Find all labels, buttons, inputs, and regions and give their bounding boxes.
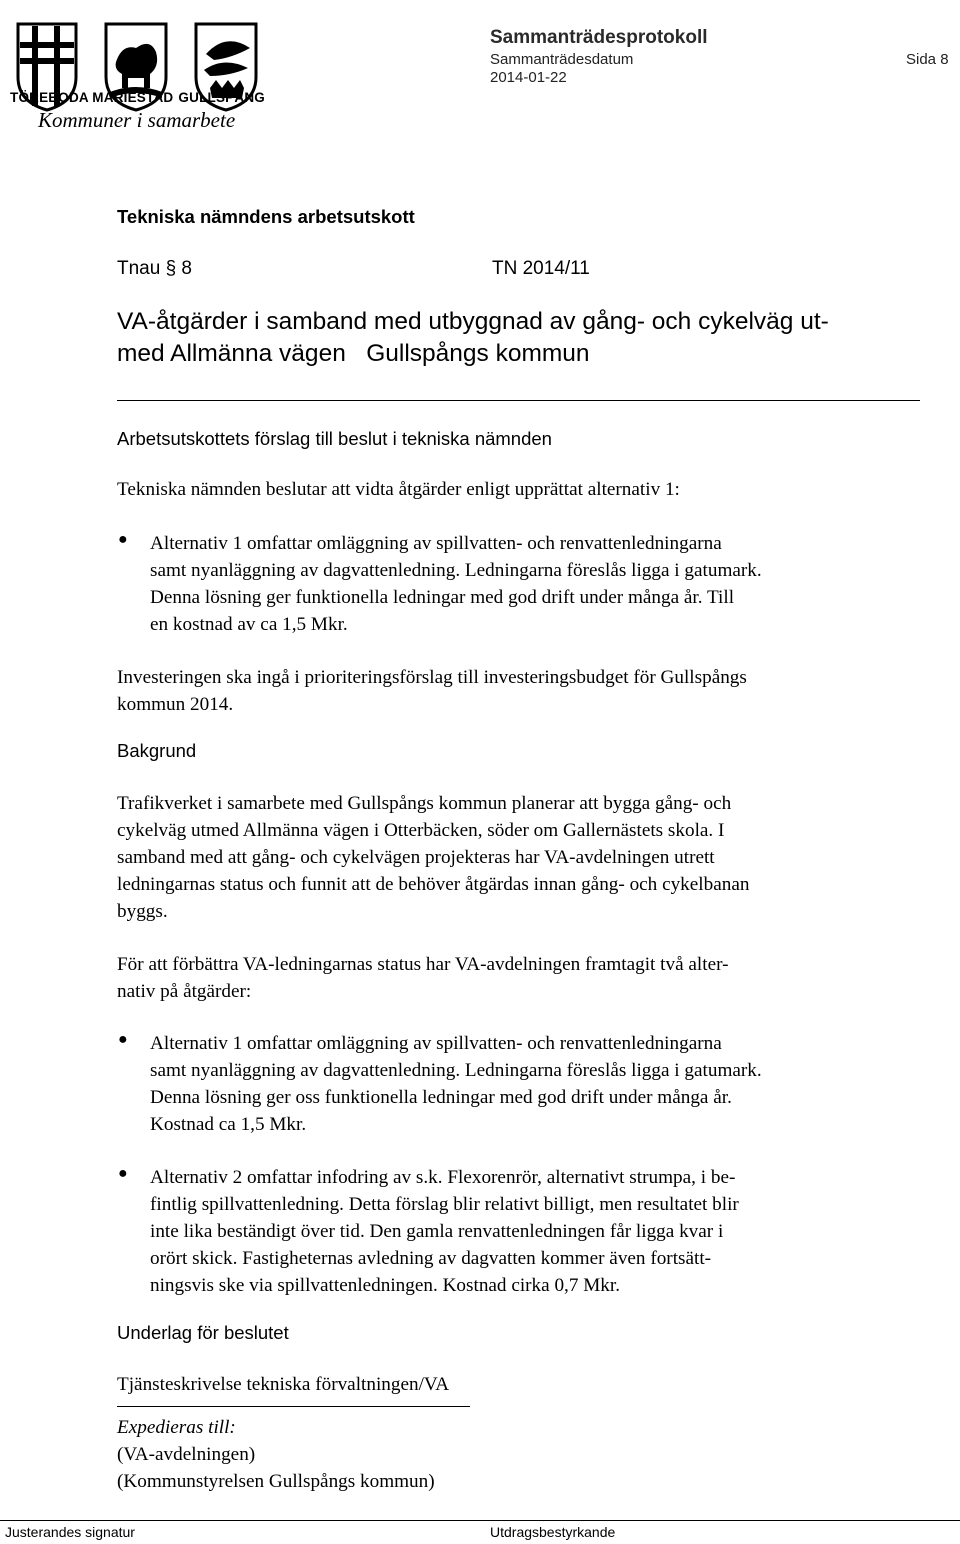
text-line: Denna lösning ger oss funktionella ledningar med god drift under många år. [150,1087,732,1108]
text-line: ningsvis ske via spillvattenledningen. Kostnad cirka 0,7 Mkr. [150,1275,621,1296]
document-title [117,306,917,370]
paragraph-reference: Tnau § 8 [117,258,192,279]
alternative-1-bullet [150,1030,865,1138]
text-line: Alternativ 1 omfattar omläggning av spillvatten- och renvattenledningarna [150,533,722,554]
title-line: VA-åtgärder i samband med utbyggnad av gång- och cykelväg ut- [117,308,829,335]
improvement-paragraph [117,951,877,1005]
bullet-icon: ● [118,1165,128,1182]
proposal-bullet [150,530,865,638]
title-divider [117,400,920,401]
investment-paragraph [117,664,877,718]
extract-certification-label: Utdragsbestyrkande [490,1524,616,1540]
basis-item: Tjänsteskrivelse tekniska förvaltningen/VA [117,1374,450,1395]
dispatch-recipient: (VA-avdelningen) [117,1444,256,1465]
text-line: inte lika beständigt över tid. Den gamla renvattenledningen får ligga kvar i [150,1221,724,1242]
title-line: med Allmänna vägen Gullspångs kommun [117,340,590,367]
footer-divider [0,1520,960,1521]
text-line: Denna lösning ger funktionella ledningar med god drift under många år. Till [150,587,735,608]
basis-heading: Underlag för beslutet [117,1322,289,1343]
text-line: fintlig spillvattenledning. Detta förslag blir relativt billigt, men resultatet blir [150,1194,739,1215]
text-line: cykelväg utmed Allmänna vägen i Otterbäcken, söder om Gallernästets skola. I [117,820,725,841]
bullet-icon: ● [118,531,128,548]
dispatch-recipient: (Kommunstyrelsen Gullspångs kommun) [117,1471,435,1492]
committee-heading: Tekniska nämndens arbetsutskott [117,206,415,227]
text-line: Investeringen ska ingå i prioriteringsförslag till investeringsbudget för Gullspångs [117,667,747,688]
header-tagline: Kommuner i samarbete [38,108,236,132]
text-line: kommun 2014. [117,694,234,715]
background-heading: Bakgrund [117,740,197,761]
basis-divider [117,1406,470,1407]
municipality-names [10,90,265,105]
text-line: Kostnad ca 1,5 Mkr. [150,1114,307,1135]
text-line: samt nyanläggning av dagvattenledning. Ledningarna föreslås ligga i gatumark. [150,1060,762,1081]
text-line: Alternativ 1 omfattar omläggning av spillvatten- och renvattenledningarna [150,1033,722,1054]
text-line: orört skick. Fastigheternas avledning av dagvatten kommer även fortsätt- [150,1248,712,1269]
signature-label: Justerandes signatur [5,1524,135,1540]
meeting-date-label: Sammanträdesdatum [490,51,634,68]
municipality-gullspang: GULLSPÅNG [178,90,265,105]
municipality-toreboda: TÖREBODA [10,90,89,105]
proposal-intro: Tekniska nämnden beslutar att vidta åtgärder enligt upprättat alternativ 1: [117,479,680,500]
bullet-icon: ● [118,1031,128,1048]
municipality-mariestad: MARIESTAD [92,90,174,105]
text-line: För att förbättra VA-ledningarnas status har VA-avdelningen framtagit två alter- [117,954,729,975]
case-number: TN 2014/11 [492,258,590,279]
text-line: samt nyanläggning av dagvattenledning. Ledningarna föreslås ligga i gatumark. [150,560,762,581]
meeting-date: 2014-01-22 [490,69,567,86]
protocol-title: Sammanträdesprotokoll [490,27,708,48]
page-number: Sida 8 [906,51,949,68]
dispatch-label: Expedieras till: [117,1417,236,1438]
text-line: samband med att gång- och cykelvägen projekteras har VA-avdelningen utrett [117,847,715,868]
text-line: nativ på åtgärder: [117,981,252,1002]
text-line: Trafikverket i samarbete med Gullspångs kommun planerar att bygga gång- och [117,793,732,814]
text-line: byggs. [117,901,168,922]
text-line: Alternativ 2 omfattar infodring av s.k. Flexorenrör, alternativt strumpa, i be- [150,1167,736,1188]
text-line: en kostnad av ca 1,5 Mkr. [150,614,348,635]
background-paragraph [117,790,877,925]
proposal-heading: Arbetsutskottets förslag till beslut i tekniska nämnden [117,428,552,449]
text-line: ledningarnas status och funnit att de behöver åtgärdas innan gång- och cykelbanan [117,874,750,895]
alternative-2-bullet [150,1164,865,1299]
